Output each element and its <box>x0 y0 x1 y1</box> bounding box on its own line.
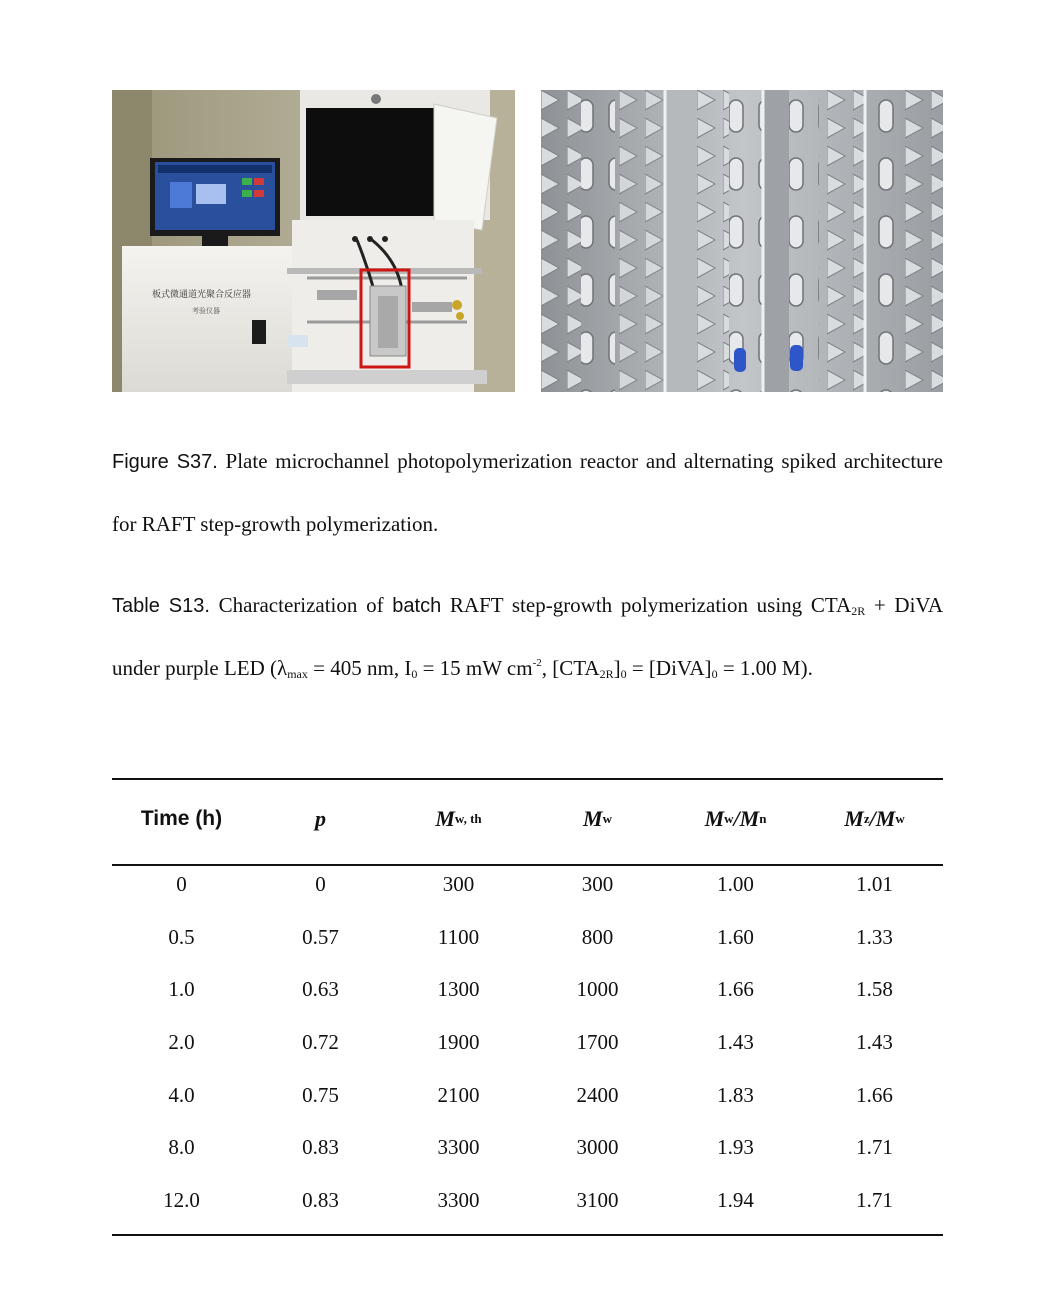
header-symbol: M <box>583 806 603 831</box>
table-cell: 3300 <box>437 1135 480 1159</box>
table-caption-text: = 405 nm, I <box>313 656 412 680</box>
reactor-photo <box>112 90 515 392</box>
reactor-illustration <box>112 90 515 392</box>
subscript: 0 <box>620 667 627 681</box>
header-mz-mw: M z / M w <box>844 806 905 831</box>
table-caption-text: = 1.00 M). <box>722 656 813 680</box>
header-time: Time (h) <box>140 807 223 830</box>
table-cell: 2400 <box>576 1083 619 1107</box>
table-cell: 1000 <box>576 977 619 1001</box>
subscript: 2R <box>851 604 866 618</box>
table-cell: 2100 <box>437 1083 480 1107</box>
table-cell: 300 <box>442 872 475 896</box>
table-cell: 1.94 <box>717 1188 754 1212</box>
subscript: max <box>287 667 308 681</box>
subscript: 2R <box>599 667 614 681</box>
brand-label: 考验仪器 <box>192 307 220 315</box>
table-cell: 800 <box>581 925 614 949</box>
table-cell: 1.60 <box>717 925 754 949</box>
table-rule-top <box>112 778 943 780</box>
table-caption-text: RAFT step-growth polymerization using CTA <box>449 593 852 617</box>
table-caption <box>112 574 943 699</box>
header-mw: M w <box>583 806 612 831</box>
table-cell: 1.33 <box>856 925 893 949</box>
table-cell: 1.01 <box>856 872 893 896</box>
header-dispersity: M w / M n <box>704 806 767 831</box>
table-cell: 1.00 <box>717 872 754 896</box>
table-cell: 1.43 <box>717 1030 754 1054</box>
table-cell: 3300 <box>437 1188 480 1212</box>
table-cell: 0 <box>315 872 326 896</box>
table-cell: 1900 <box>437 1030 480 1054</box>
table-cell: 0.83 <box>302 1135 339 1159</box>
figure-caption-text: Plate microchannel photopolymerization reactor and alternating spiked architecture for RAFT step-growth polymerization. <box>112 449 943 536</box>
microchannel-photo <box>541 90 943 392</box>
superscript: -2 <box>532 657 542 669</box>
table-cell: 1.58 <box>856 977 893 1001</box>
table-cell: 0.83 <box>302 1188 339 1212</box>
table-cell: 0.63 <box>302 977 339 1001</box>
table-cell: 8.0 <box>168 1135 195 1159</box>
table-caption-text: = [DiVA] <box>631 656 712 680</box>
subscript: 0 <box>411 667 418 681</box>
table-cell: 4.0 <box>168 1083 195 1107</box>
table-caption-text: , [CTA <box>541 656 600 680</box>
table-cell: 0.5 <box>168 925 195 949</box>
table-cell: 2.0 <box>168 1030 195 1054</box>
table-cell: 1.66 <box>856 1083 893 1107</box>
table-cell: 1100 <box>437 925 480 949</box>
header-symbol: M <box>704 806 725 831</box>
table-cell: 1.43 <box>856 1030 893 1054</box>
table-cell: 0.72 <box>302 1030 339 1054</box>
table-cell: 0.57 <box>302 925 339 949</box>
table-caption-text: Characterization of <box>218 593 384 617</box>
table-caption-text: = 15 mW cm <box>422 656 533 680</box>
table-cell: 3100 <box>576 1188 619 1212</box>
table-caption-text: ] <box>613 656 621 680</box>
table-label: Table S13. <box>112 595 210 617</box>
table-cell: 0 <box>176 872 187 896</box>
table-cell: 1300 <box>437 977 480 1001</box>
header-p-label: p <box>315 806 326 831</box>
table-cell: 1.71 <box>856 1135 893 1159</box>
figure-label: Figure S37. <box>112 451 218 473</box>
table-cell: 0.75 <box>302 1083 339 1107</box>
table-caption-batch: batch <box>392 595 442 617</box>
table-cell: 1.93 <box>717 1135 754 1159</box>
header-symbol: M <box>875 806 896 831</box>
table-cell: 1700 <box>576 1030 619 1054</box>
table-cell: 1.0 <box>168 977 195 1001</box>
table-cell: 12.0 <box>163 1188 200 1212</box>
table-rule-bottom <box>112 1234 943 1236</box>
figure-caption <box>112 430 943 555</box>
header-symbol: M <box>844 806 864 831</box>
subscript: 0 <box>711 667 718 681</box>
table-cell: 1.66 <box>717 977 754 1001</box>
table-cell: 1.83 <box>717 1083 754 1107</box>
table-cell: 3000 <box>576 1135 619 1159</box>
header-slash: / <box>869 806 876 831</box>
header-mw-th: M w, th <box>435 806 482 831</box>
header-symbol: M <box>435 806 455 831</box>
header-symbol: M <box>739 806 760 831</box>
header-p <box>251 794 390 844</box>
device-label: 板式微通道光聚合反应器 <box>152 290 252 300</box>
table-caption-text: + DiVA under purple LED (λ <box>112 593 944 680</box>
header-slash: / <box>733 806 740 831</box>
table-cell: 300 <box>581 872 614 896</box>
table-cell: 1.71 <box>856 1188 893 1212</box>
microchannel-illustration <box>541 90 943 392</box>
